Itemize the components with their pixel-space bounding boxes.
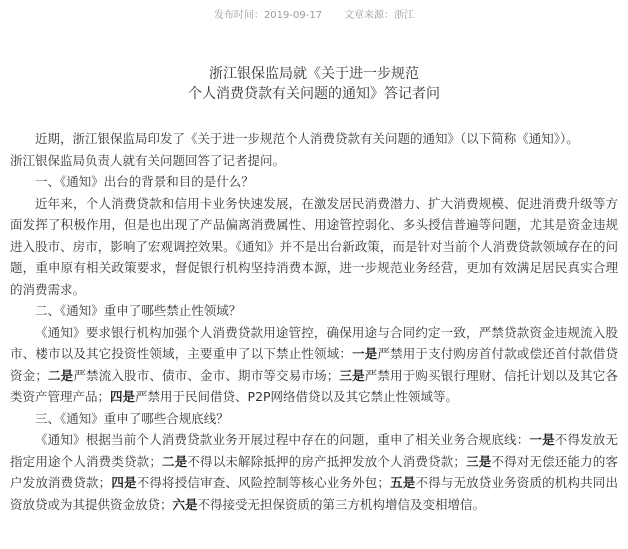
title-line-1: 浙江银保监局就《关于进一步规范 <box>209 66 419 82</box>
q3-point-3-text: 不得对无偿还能力的客户发放消费贷款； <box>10 453 618 490</box>
question-2-answer <box>10 322 618 408</box>
q3-point-5-key: 五是 <box>389 475 416 490</box>
publish-date: 2019-09-17 <box>263 10 323 21</box>
q3-point-5-text: 不得与无放贷业务资质的机构共同出资放贷或为其提供资金放贷； <box>10 475 618 512</box>
q2-point-1-text: 严禁用于支付购房首付款或偿还首付款借贷资金； <box>10 346 618 383</box>
intro-paragraph-line-1: 近期，浙江银保监局印发了《关于进一步规范个人消费贷款有关问题的通知》（以下简称《通知》）。 <box>35 131 579 146</box>
source-label: 文章来源： <box>344 10 395 21</box>
question-3-heading: 三、《通知》重申了哪些合规底线？ <box>35 410 229 426</box>
intro-paragraph-line-2: 浙江银保监局负责人就有关问题回答了记者提问。 <box>10 152 286 168</box>
question-1-answer: 近年来，个人消费贷款和信用卡业务快速发展，在激发居民消费潜力、扩大消费规模、促进消费升级等方面发挥了积极作用，但是也出现了产品偏离消费属性、用途管控弱化、多头授信普遍等问题，尤其是资金违规进入股市、房市，影响了宏观调控效果。《通知》并不是出台新政策，而是针对当前个人消费贷款领域存在的问题，重申原有相关政策要求，督促银行机构坚持消费本源，进一步规范业务经营，更加有效满足居民真实合理的消费需求。 <box>10 195 618 297</box>
article-title <box>0 64 628 104</box>
q2-point-3-key: 三是 <box>339 367 365 383</box>
question-3-answer <box>10 429 618 515</box>
article-meta <box>0 6 628 21</box>
question-1-heading: 一、《通知》出台的背景和目的是什么？ <box>35 174 254 189</box>
q3-point-2-text: 不得以未解除抵押的房产抵押发放个人消费贷款； <box>187 453 466 469</box>
q2-point-4-text: 严禁用于民间借贷、P2P网络借贷以及其它禁止性领域等。 <box>135 389 459 404</box>
q3-point-2-key: 二是 <box>161 453 188 469</box>
q3-point-4-key: 四是 <box>111 475 137 490</box>
q3-point-4-text: 不得将授信审查、风险控制等核心业务外包； <box>136 475 390 490</box>
q2-intro-text: 《通知》要求银行机构加强个人消费贷款用途管控，确保用途与合同约定一致，严禁贷款资金违规流入股市、楼市以及其它投资性领域，主要重申了以下禁止性领域： <box>10 324 618 361</box>
q3-point-1-key: 一是 <box>529 432 555 447</box>
q2-point-2-key: 二是 <box>47 367 74 383</box>
q2-point-2-text: 严禁流入股市、债市、金市、期市等交易市场； <box>73 367 340 383</box>
q2-point-4-key: 四是 <box>110 389 136 404</box>
q2-point-3-text: 严禁用于购买银行理财、信托计划以及其它各类资产管理产品； <box>10 367 618 404</box>
source-value: 浙江 <box>394 10 415 21</box>
q3-point-1-text: 不得发放无指定用途个人消费类贷款； <box>10 432 618 469</box>
title-line-2: 个人消费贷款有关问题的通知》答记者问 <box>188 86 440 102</box>
q3-point-3-key: 三是 <box>465 453 492 469</box>
q3-point-6-key: 六是 <box>172 496 198 512</box>
q3-intro-text: 《通知》根据当前个人消费贷款业务开展过程中存在的问题，重申了相关业务合规底线： <box>35 432 530 447</box>
article-body <box>10 128 618 515</box>
question-2-heading: 二、《通知》重申了哪些禁止性领域？ <box>35 303 242 318</box>
publish-label: 发布时间： <box>213 10 264 21</box>
q3-point-6-text: 不得接受无担保资质的第三方机构增信及变相增信。 <box>197 496 486 512</box>
q2-point-1-key: 一是 <box>352 346 378 361</box>
